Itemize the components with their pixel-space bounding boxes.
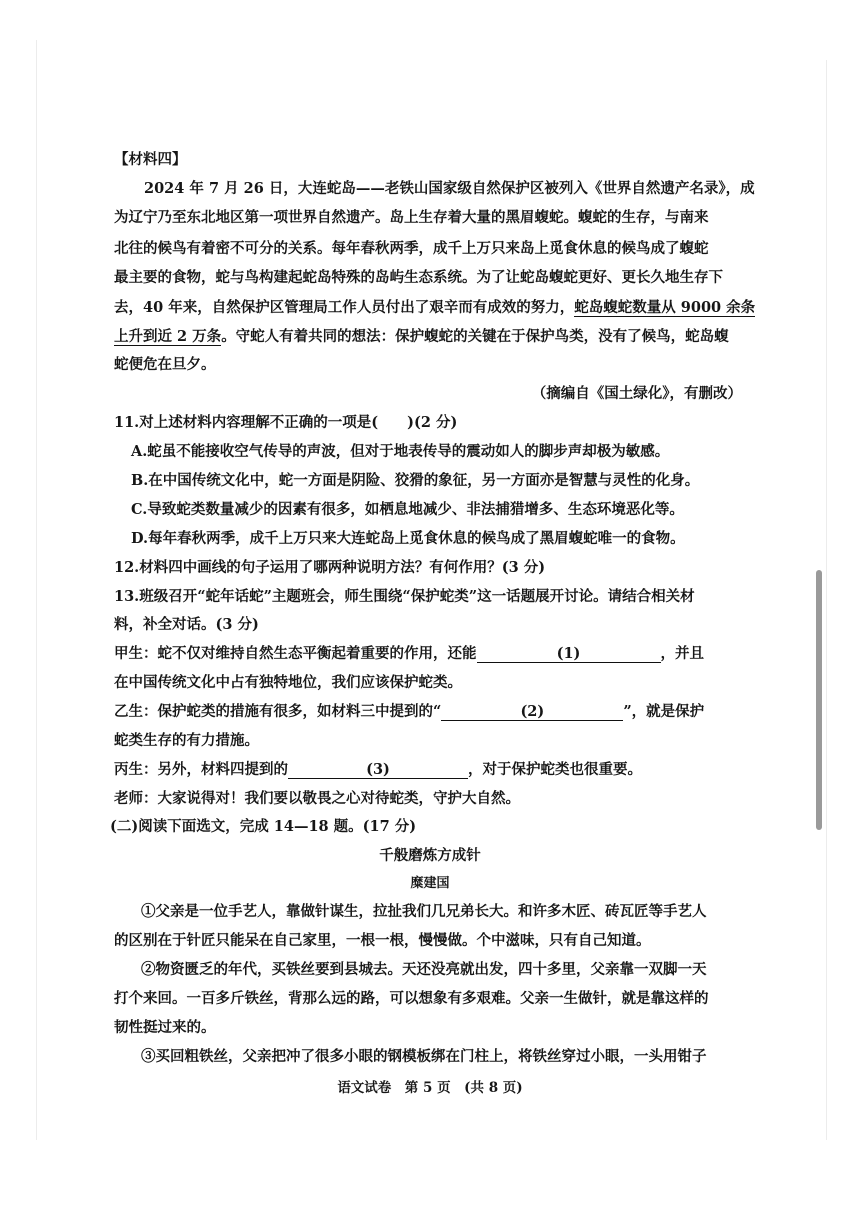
dialogue-text: 甲生：蛇不仅对维持自然生态平衡起着重要的作用，还能 (114, 645, 477, 662)
material-line (114, 298, 755, 318)
material-line: 最主要的食物，蛇与鸟构建起蛇岛特殊的岛屿生态系统。为了让蛇岛蝮蛇更好、更长久地生存下 (114, 269, 723, 286)
material-heading: 【材料四】 (114, 151, 187, 168)
dialogue-text: ”，就是保护 (623, 703, 705, 720)
material-source: （摘编自《国土绿化》，有删改） (531, 385, 742, 402)
page-footer: 语文试卷 第 5 页 (共 8 页) (337, 1080, 523, 1096)
underlined-sentence: 上升到近 2 万条 (114, 328, 222, 345)
material-line (114, 327, 729, 347)
material-line: 北往的候鸟有着密不可分的关系。每年春秋两季，成千上万只来岛上觅食休息的候鸟成了蝮蛇 (114, 240, 709, 257)
article-paragraph: ①父亲是一位手艺人，靠做针谋生，拉扯我们几兄弟长大。和许多木匠、砖瓦匠等手艺人 (141, 903, 707, 920)
page-edge-right (826, 60, 827, 1140)
option-b: B.在中国传统文化中，蛇一方面是阴险、狡猾的象征，另一方面亦是智慧与灵性的化身。 (131, 472, 700, 489)
dialogue-text: ，对于保护蛇类也很重要。 (468, 761, 642, 778)
dialogue-text: 乙生：保护蛇类的措施有很多，如材料三中提到的“ (114, 703, 442, 720)
article-paragraph: 打个来回。一百多斤铁丝，背那么远的路，可以想象有多艰难。父亲一生做针，就是靠这样的 (114, 990, 709, 1007)
underlined-sentence: 蛇岛蝮蛇数量从 9000 余条 (574, 299, 756, 316)
question-13-stem: 13.班级召开“蛇年话蛇”主题班会，师生围绕“保护蛇类”这一话题展开讨论。请结合相关材 (114, 588, 695, 605)
question-13-stem: 料，补全对话。(3 分) (114, 616, 259, 633)
material-line: 2024 年 7 月 26 日，大连蛇岛——老铁山国家级自然保护区被列入《世界自然遗产名录》，成 (144, 180, 755, 197)
article-author: 糜建国 (410, 876, 450, 891)
dialogue-jia: 在中国传统文化中占有独特地位，我们应该保护蛇类。 (114, 674, 462, 691)
answer-blank-3[interactable]: (3) (288, 760, 468, 779)
article-title: 千般磨炼方成针 (379, 847, 481, 864)
answer-blank-2[interactable]: (2) (441, 702, 623, 721)
emphasized-text: 不正确 (269, 414, 314, 431)
article-paragraph: 的区别在于针匠只能呆在自己家里，一根一根，慢慢做。个中滋味，只有自己知道。 (114, 932, 651, 949)
question-text: 11.对上述材料内容理解 (114, 414, 270, 431)
question-text: 的一项是( )(2 分) (313, 414, 458, 431)
dialogue-bing (114, 760, 642, 780)
section-2-heading: (二)阅读下面选文，完成 14—18 题。(17 分) (110, 818, 417, 835)
question-11-stem (114, 413, 457, 433)
option-d: D.每年春秋两季，成千上万只来大连蛇岛上觅食休息的候鸟成了黑眉蝮蛇唯一的食物。 (131, 530, 685, 547)
dialogue-yi: 蛇类生存的有力措施。 (114, 732, 259, 749)
option-a: A.蛇虽不能接收空气传导的声波，但对于地表传导的震动如人的脚步声却极为敏感。 (131, 443, 670, 460)
dialogue-yi (114, 702, 704, 722)
material-line: 为辽宁乃至东北地区第一项世界自然遗产。岛上生存着大量的黑眉蝮蛇。蝮蛇的生存，与南来 (114, 209, 709, 226)
option-c: C.导致蛇类数量减少的因素有很多，如栖息地减少、非法捕猎增多、生态环境恶化等。 (131, 501, 684, 518)
article-paragraph: 韧性挺过来的。 (114, 1019, 216, 1036)
dialogue-teacher: 老师：大家说得对！我们要以敬畏之心对待蛇类，守护大自然。 (114, 790, 520, 807)
question-12: 12.材料四中画线的句子运用了哪两种说明方法？有何作用？(3 分) (114, 559, 546, 576)
scrollbar-thumb[interactable] (816, 570, 822, 830)
article-paragraph: ③买回粗铁丝，父亲把冲了很多小眼的钢模板绑在门柱上，将铁丝穿过小眼，一头用钳子 (141, 1048, 707, 1065)
page-edge-left (36, 40, 37, 1140)
answer-blank-1[interactable]: (1) (477, 644, 661, 663)
dialogue-text: 丙生：另外，材料四提到的 (114, 761, 288, 778)
dialogue-text: ，并且 (660, 645, 704, 662)
material-line: 蛇便危在旦夕。 (114, 356, 216, 373)
article-paragraph: ②物资匮乏的年代，买铁丝要到县城去。天还没亮就出发，四十多里，父亲靠一双脚一天 (141, 961, 707, 978)
dialogue-jia (114, 644, 704, 664)
material-line-text: 去，40 年来，自然保护区管理局工作人员付出了艰辛而有成效的努力， (114, 299, 575, 316)
material-line-text: 。守蛇人有着共同的想法：保护蝮蛇的关键在于保护鸟类，没有了候鸟，蛇岛蝮 (221, 328, 729, 345)
